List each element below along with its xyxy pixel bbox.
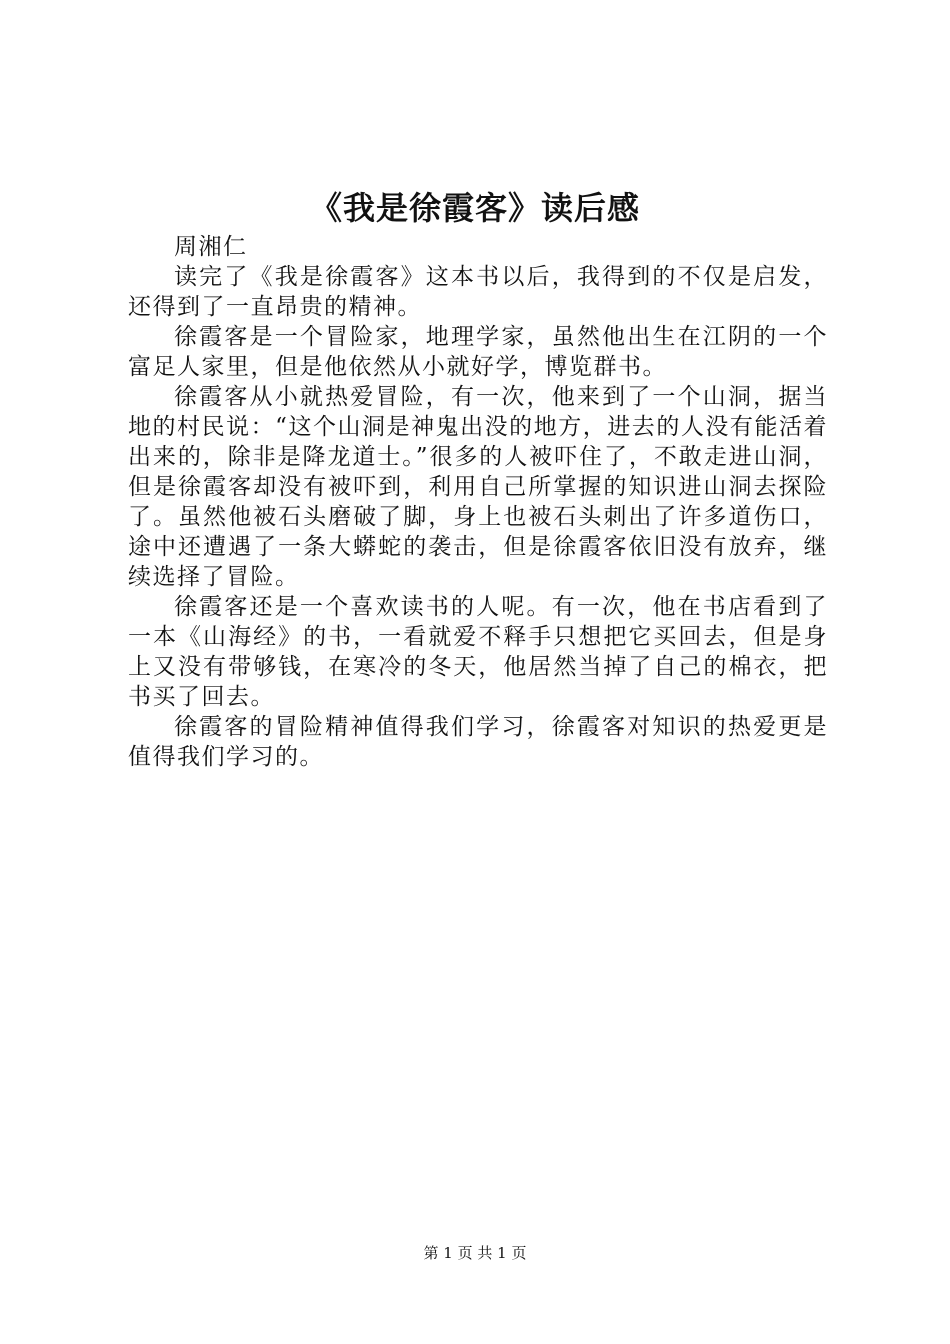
author-line: 周湘仁 xyxy=(174,234,248,260)
document-body xyxy=(128,232,828,772)
paragraph: 徐霞客的冒险精神值得我们学习，徐霞客对知识的热爱更是值得我们学习的。 xyxy=(128,714,828,770)
paragraph: 徐霞客从小就热爱冒险，有一次，他来到了一个山洞，据当地的村民说：“这个山洞是神鬼出没的地方，进去的人没有能活着出来的，除非是降龙道士。”很多的人被吓住了，不敢走进山洞，但是徐霞客却没有被吓到，利用自己所掌握的知识进山洞去探险了。虽然他被石头磨破了脚，身上也被石头刺出了许多道伤口，途中还遭遇了一条大蟒蛇的袭击，但是徐霞客依旧没有放弃，继续选择了冒险。 xyxy=(128,384,828,590)
paragraph: 徐霞客是一个冒险家，地理学家，虽然他出生在江阴的一个富足人家里，但是他依然从小就好学，博览群书。 xyxy=(128,324,828,380)
page-number-footer: 第 1 页 共 1 页 xyxy=(423,1244,527,1262)
document-title: 《我是徐霞客》读后感 xyxy=(309,189,640,227)
paragraph: 读完了《我是徐霞客》这本书以后，我得到的不仅是启发，还得到了一直昂贵的精神。 xyxy=(128,264,828,320)
paragraph: 徐霞客还是一个喜欢读书的人呢。有一次，他在书店看到了一本《山海经》的书，一看就爱不释手只想把它买回去，但是身上又没有带够钱，在寒冷的冬天，他居然当掉了自己的棉衣，把书买了回去。 xyxy=(128,594,828,710)
